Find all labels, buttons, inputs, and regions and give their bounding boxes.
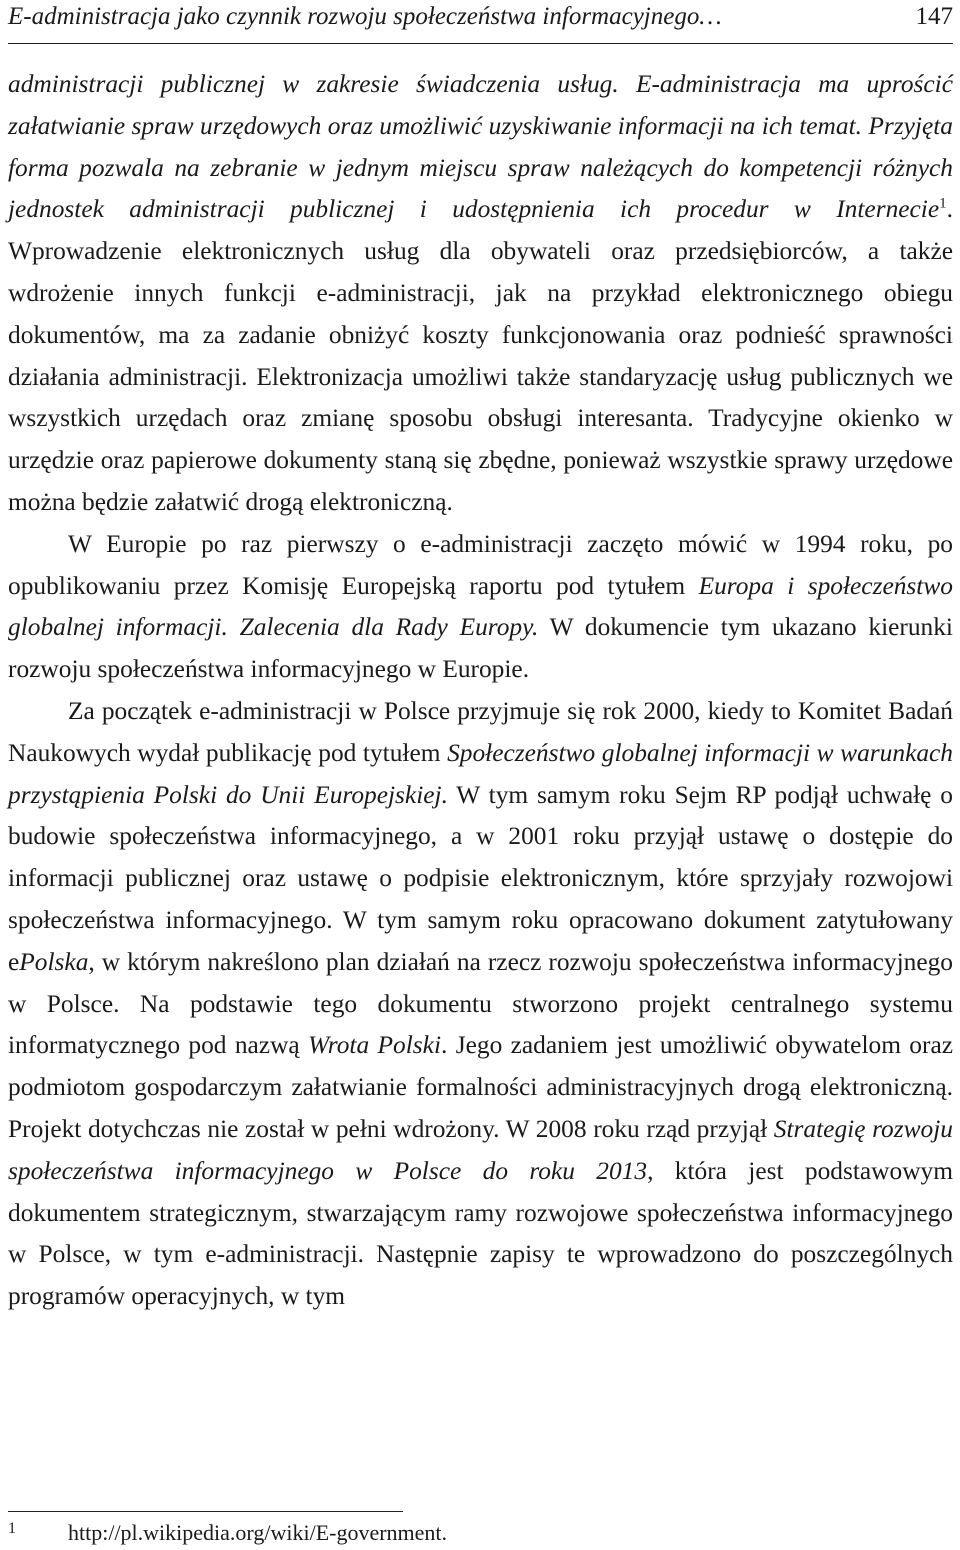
paragraph (8, 64, 953, 524)
page-number: 147 (915, 3, 953, 30)
text-run: Społeczeństwo globalnej informacji w warunkach przystąpienia Polski do Unii Europejskiej. (8, 738, 954, 809)
text-run: Strategię rozwoju społeczeństwa informacyjnego w Polsce do roku 2013 (8, 1114, 953, 1185)
text-run: W tym samym roku Sejm RP podjął uchwałę o budowie społeczeństwa informacyjnego, a w 2001 roku przyjął ustawę o dostępie do informacji publicznej oraz ustawę o podpisie elektronicznym, które sprzyjały rozwojowi społeczeństwa informacyjnego. W tym samym roku opracowano dokument zatytułowany (8, 780, 953, 934)
text-run: Wrota Polski (308, 1031, 442, 1060)
text-run: W Europie po raz pierwszy o e-administracji zaczęto mówić w 1994 roku, po opublikowaniu przez Komisję Europejską raportu pod tytułem (8, 529, 953, 600)
text-run: . Jego zadaniem jest umożliwić obywatelom oraz podmiotom gospodarczym załatwianie formalności administracyjnych drogą elektroniczną. Projekt dotychczas nie został w pełni wdrożony. W 2008 roku rząd przyjął (8, 1031, 953, 1143)
text-run: , w którym nakreślono plan działań na rzecz rozwoju społeczeństwa informacyjnego w Polsce. Na podstawie tego dokumentu stworzono projekt centralnego systemu informatycznego pod nazwą (8, 947, 953, 1060)
text-run: Za początek e-administracji w Polsce przyjmuje się rok 2000, kiedy to Komitet Badań Naukowych wydał publikację pod tytułem (8, 696, 953, 767)
text-run: e (8, 947, 20, 976)
footnote-rule (8, 1511, 403, 1512)
text-run: administracji publicznej w zakresie świadczenia usług. E-administracja ma uprościć załatwianie spraw urzędowych oraz umożliwić uzyskiwanie informacji na ich temat. Przyjęta forma pozwala na zebranie w jednym miejscu spraw należących do kompetencji różnych jednostek administracji publicznej i udostępnienia ich procedur w Internecie (8, 70, 953, 224)
paragraph (8, 691, 953, 1318)
header-rule (8, 43, 953, 44)
footnote (8, 1519, 708, 1547)
text-run: , która jest podstawowym dokumentem strategicznym, stwarzającym ramy rozwojowe społeczeństwa informacyjnego w Polsce, w tym e-administracji. Następnie zapisy te wprowadzono do poszczególnych programów operacyjnych, w tym (8, 1156, 953, 1311)
text-run: Polska (19, 947, 89, 976)
footnote-link[interactable]: http://pl.wikipedia.org/wiki/E-government. (68, 1520, 448, 1545)
running-header (8, 0, 953, 34)
running-title: E-administracja jako czynnik rozwoju społeczeństwa informacyjnego… (8, 3, 722, 30)
footnote-number: 1 (8, 1520, 16, 1537)
paragraph (8, 524, 953, 691)
text-run: W dokumencie tym ukazano kierunki rozwoju społeczeństwa informacyjnego w Europie. (8, 613, 953, 684)
footnote-ref[interactable]: 1 (939, 195, 947, 212)
text-run: . Wprowadzenie elektronicznych usług dla obywateli oraz przedsiębiorców, a także wdrożenie innych funkcji e-administracji, jak na przykład elektronicznego obiegu dokumentów, ma za zadanie obniżyć koszty funkcjonowania oraz podnieść sprawności działania administracji. Elektronizacja umożliwi także standaryzację usług publicznych we wszystkich urzędach oraz zmianę sposobu obsługi interesanta. Tradycyjne okienko w urzędzie oraz papierowe dokumenty staną się zbędne, ponieważ wszystkie sprawy urzędowe można będzie załatwić drogą elektroniczną. (8, 195, 953, 516)
text-run: Europa i społeczeństwo globalnej informacji. Zalecenia dla Rady Europy. (8, 571, 953, 642)
body-text (8, 64, 953, 1318)
